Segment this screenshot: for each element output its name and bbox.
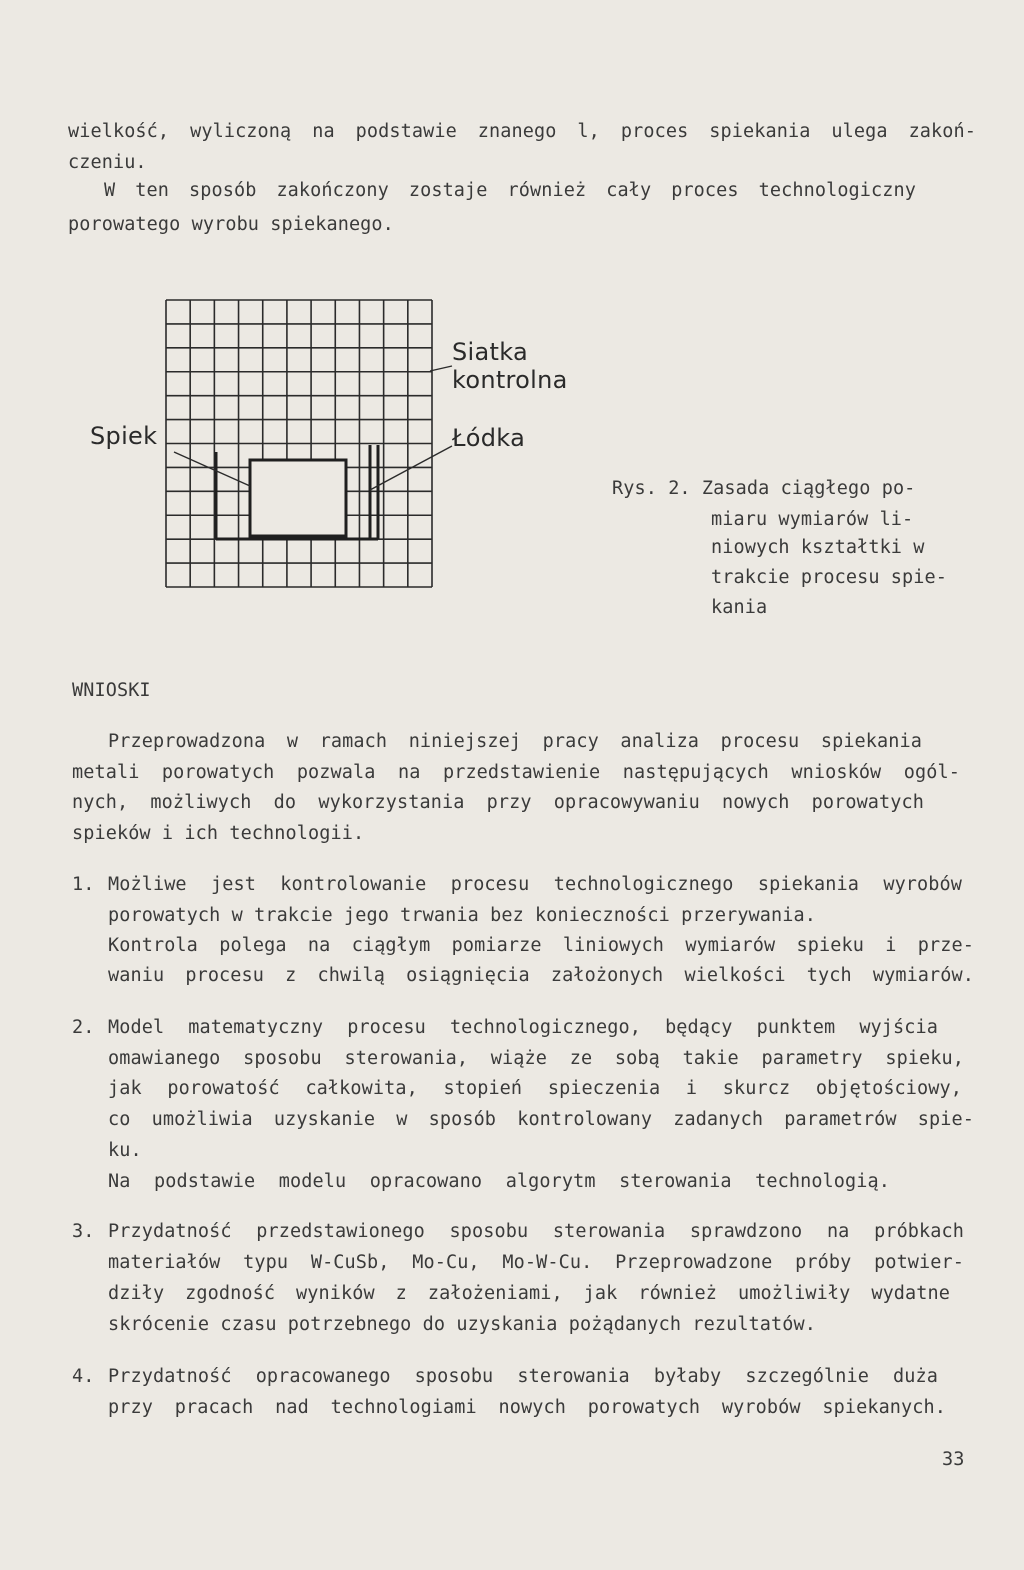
intro-line-1: wielkość, wyliczoną na podstawie znanego l, proces spiekania ulega zakoń- <box>68 121 976 142</box>
conclusion-3-line-2: materiałów typu W-CuSb, Mo-Cu, Mo-W-Cu. Przeprowadzone próby potwier- <box>108 1252 964 1273</box>
conclusion-2-line-6: Na podstawie modelu opracowano algorytm sterowania technologią. <box>108 1171 890 1192</box>
conclusion-2-number: 2. <box>72 1017 95 1038</box>
intro-line-3: W ten sposób zakończony zostaje również cały proces technologiczny <box>104 180 916 201</box>
caption-line-4: trakcie procesu spie- <box>711 567 947 588</box>
label-spiek: Spiek <box>90 422 158 450</box>
conclusion-1-number: 1. <box>72 874 95 895</box>
conclusion-4-number: 4. <box>72 1366 95 1387</box>
lead-line-3: nych, możliwych do wykorzystania przy opracowywaniu nowych porowatych <box>72 792 924 813</box>
control-grid <box>166 300 432 587</box>
conclusion-4-line-1: Przydatność opracowanego sposobu sterowania byłaby szczególnie duża <box>108 1366 938 1387</box>
conclusion-1-line-1: Możliwe jest kontrolowanie procesu technologicznego spiekania wyrobów <box>108 874 962 895</box>
conclusion-1-line-2: porowatych w trakcie jego trwania bez konieczności przerywania. <box>108 905 816 926</box>
intro-line-4: porowatego wyrobu spiekanego. <box>68 214 394 235</box>
caption-line-3: niowych kształtki w <box>711 537 925 558</box>
conclusion-2-line-2: omawianego sposobu sterowania, wiąże ze sobą takie parametry spieku, <box>108 1048 964 1069</box>
conclusion-2-line-4: co umożliwia uzyskanie w sposób kontrolowany zadanych parametrów spie- <box>108 1109 974 1130</box>
conclusion-3-line-1: Przydatność przedstawionego sposobu sterowania sprawdzono na próbkach <box>108 1221 964 1242</box>
conclusion-1-line-3: Kontrola polega na ciągłym pomiarze liniowych wymiarów spieku i prze- <box>108 935 974 956</box>
conclusion-4-line-2: przy pracach nad technologiami nowych porowatych wyrobów spiekanych. <box>108 1397 946 1418</box>
label-lodka: Łódka <box>452 424 526 452</box>
conclusion-2-line-1: Model matematyczny procesu technologicznego, będący punktem wyjścia <box>108 1017 938 1038</box>
lead-line-4: spieków i ich technologii. <box>72 823 365 844</box>
leader-line-siatka <box>430 366 452 371</box>
label-siatka-line-1: Siatka <box>452 338 529 366</box>
intro-line-2: czeniu. <box>68 152 147 173</box>
conclusion-3-line-3: dziły zgodność wyników z założeniami, jak również umożliwiły wydatne <box>108 1283 950 1304</box>
page-number: 33 <box>942 1449 965 1470</box>
caption-line-1: Rys. 2. Zasada ciągłego po- <box>612 478 916 499</box>
caption-line-5: kania <box>711 597 768 618</box>
conclusion-2-line-5: ku. <box>108 1140 142 1161</box>
section-title: WNIOSKI <box>72 680 151 701</box>
sinter-sample <box>250 460 346 536</box>
conclusion-3-number: 3. <box>72 1221 95 1242</box>
conclusion-3-line-4: skrócenie czasu potrzebnego do uzyskania pożądanych rezultatów. <box>108 1314 816 1335</box>
conclusion-1-line-4: waniu procesu z chwilą osiągnięcia założonych wielkości tych wymiarów. <box>108 965 974 986</box>
conclusion-2-line-3: jak porowatość całkowita, stopień spieczenia i skurcz objętościowy, <box>108 1078 962 1099</box>
lead-line-2: metali porowatych pozwala na przedstawienie następujących wniosków ogól- <box>72 762 960 783</box>
caption-line-2: miaru wymiarów li- <box>711 509 914 530</box>
lead-line-1: Przeprowadzona w ramach niniejszej pracy analiza procesu spiekania <box>108 731 922 752</box>
label-siatka-line-2: kontrolna <box>452 366 568 394</box>
